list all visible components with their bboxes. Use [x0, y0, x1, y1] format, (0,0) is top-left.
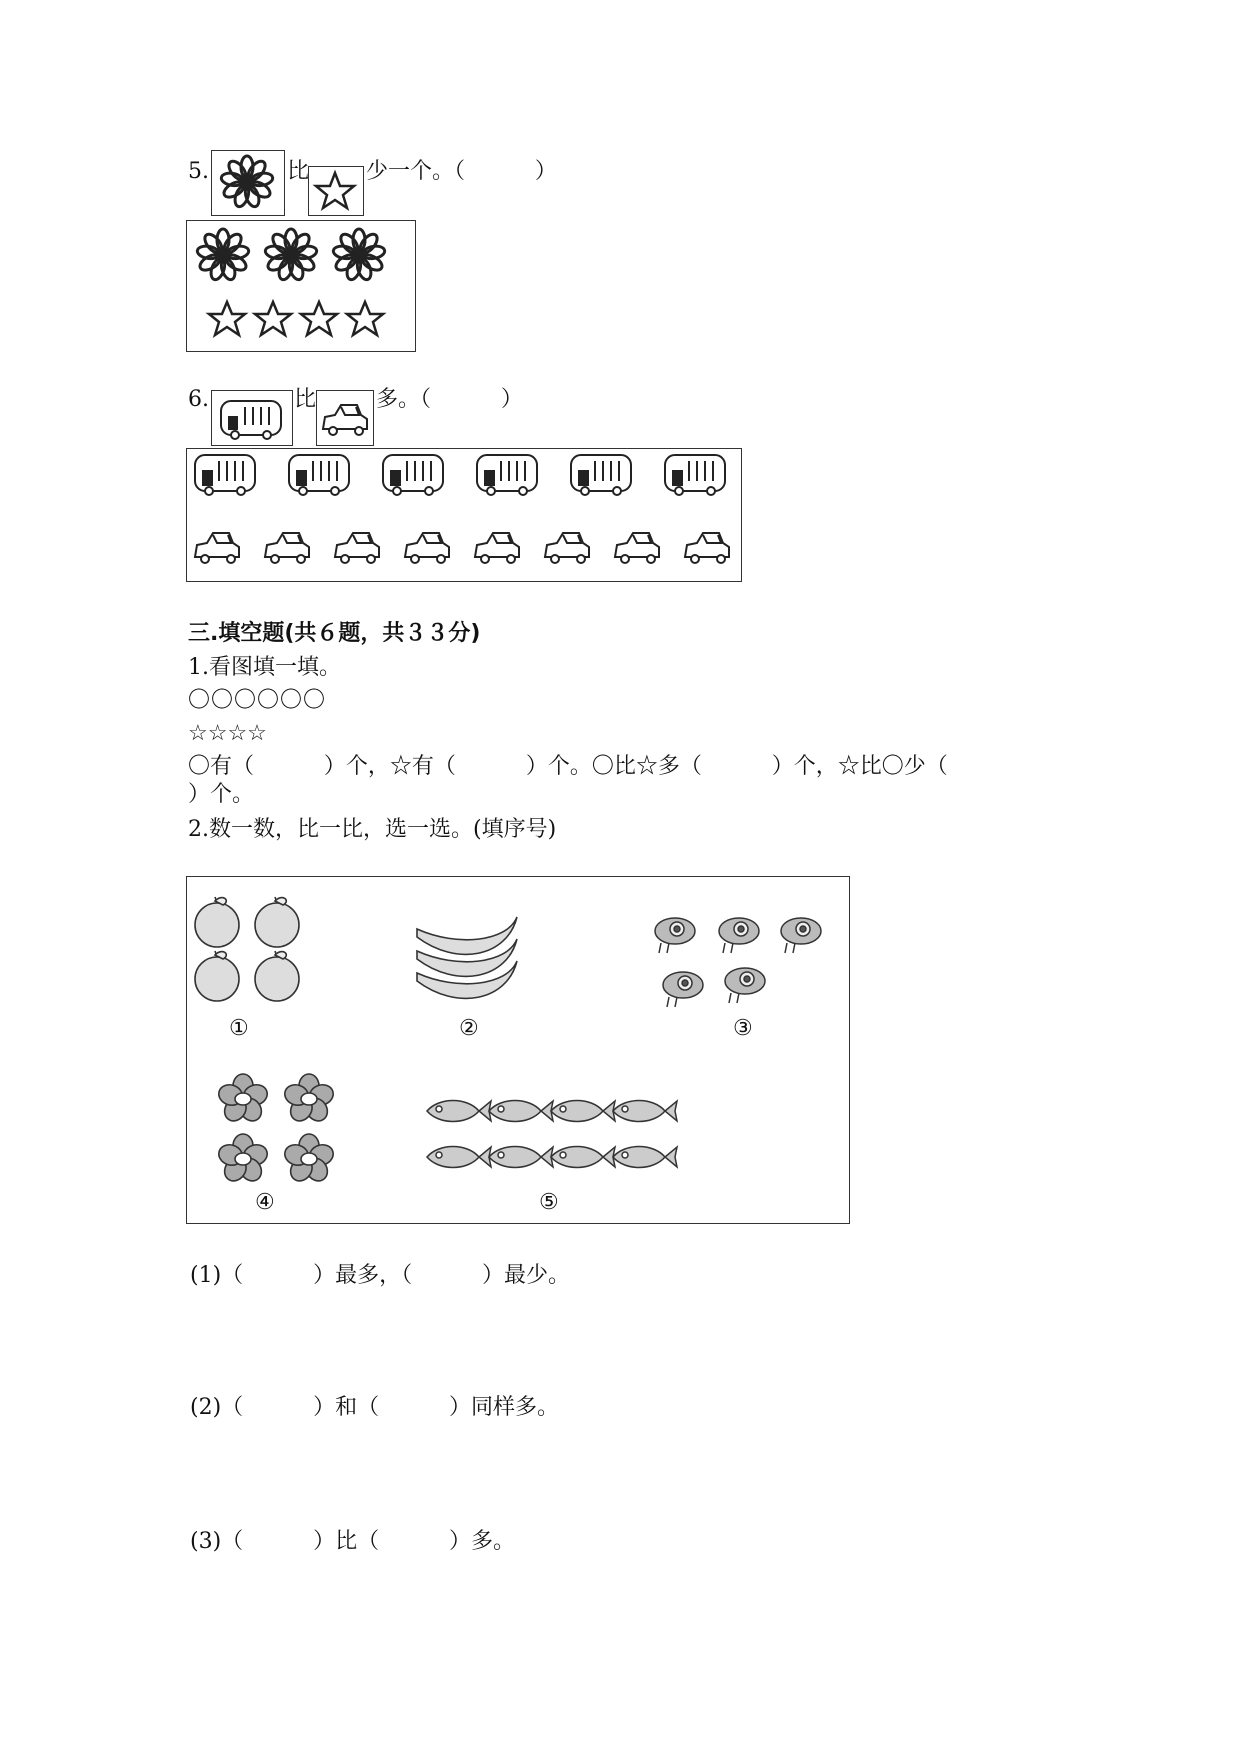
star — [301, 302, 337, 335]
q6-rest: 多。（ ） — [376, 387, 523, 412]
q5-picture-svg — [187, 221, 413, 349]
section-title: 三.填空题(共６题，共３３分) — [188, 621, 481, 646]
fill2-q2: (2)（ ）和（ ）同样多。 — [190, 1395, 560, 1420]
fill1-line2: ）个。 — [188, 782, 255, 807]
fill2-q1: (1)（ ）最多，（ ）最少。 — [190, 1263, 571, 1288]
bird — [663, 972, 703, 1007]
bird — [781, 918, 821, 953]
apple — [255, 951, 299, 1001]
car — [195, 533, 239, 563]
fill1-circles: 〇〇〇〇〇〇 — [188, 688, 327, 713]
flower — [216, 1134, 270, 1185]
star-icon — [309, 167, 361, 213]
star — [347, 302, 383, 335]
label-4: ④ — [255, 1190, 275, 1215]
bus-icon — [212, 391, 290, 443]
q5-bi: 比 — [287, 159, 310, 184]
bus — [195, 455, 255, 495]
flower — [282, 1074, 336, 1125]
flower — [332, 229, 385, 281]
car — [475, 533, 519, 563]
q6-bus-box — [211, 390, 293, 446]
label-2: ② — [459, 1016, 479, 1041]
fish — [551, 1147, 615, 1168]
q5-rest: 少一个。（ ） — [366, 159, 557, 184]
q6-car-box — [316, 390, 374, 446]
car — [335, 533, 379, 563]
q6-bi: 比 — [294, 387, 317, 412]
q6-picture-svg — [187, 449, 739, 579]
fill1-line1: 〇有（ ）个，☆有（ ）个。〇比☆多（ ）个，☆比〇少（ — [188, 754, 948, 779]
car-icon — [317, 391, 371, 443]
apple — [195, 897, 239, 947]
car — [405, 533, 449, 563]
fish — [551, 1101, 615, 1122]
q6-picture — [186, 448, 742, 582]
fish — [613, 1147, 677, 1168]
q6-number: 6. — [188, 387, 209, 412]
fill2-picture-svg — [187, 877, 847, 1221]
bird — [719, 918, 759, 953]
fill2-picture — [186, 876, 850, 1224]
flower — [196, 229, 249, 281]
fill1-stars: ☆☆☆☆ — [188, 721, 267, 746]
bird — [655, 918, 695, 953]
bus — [289, 455, 349, 495]
car — [545, 533, 589, 563]
apple — [255, 897, 299, 947]
fish — [427, 1147, 491, 1168]
label-3: ③ — [733, 1016, 753, 1041]
banana — [417, 917, 517, 954]
fish — [613, 1101, 677, 1122]
q5-star-box — [308, 166, 364, 216]
label-5: ⑤ — [539, 1190, 559, 1215]
car — [685, 533, 729, 563]
label-1: ① — [229, 1016, 249, 1041]
fish — [489, 1147, 553, 1168]
fish — [427, 1101, 491, 1122]
star — [255, 302, 291, 335]
star — [209, 302, 245, 335]
q5-number: 5. — [188, 159, 209, 184]
flower-icon — [212, 151, 282, 213]
car — [615, 533, 659, 563]
fish — [489, 1101, 553, 1122]
bus — [571, 455, 631, 495]
fill2-q3: (3)（ ）比（ ）多。 — [190, 1529, 516, 1554]
fill1-heading: 1.看图填一填。 — [188, 655, 341, 680]
q5-picture — [186, 220, 416, 352]
flower — [216, 1074, 270, 1125]
fill2-heading: 2.数一数，比一比，选一选。(填序号) — [188, 817, 557, 842]
flower — [282, 1134, 336, 1185]
bird — [725, 968, 765, 1003]
bus — [665, 455, 725, 495]
apple — [195, 951, 239, 1001]
bus — [383, 455, 443, 495]
car — [265, 533, 309, 563]
flower — [264, 229, 317, 281]
q5-flower-box — [211, 150, 285, 216]
bus — [477, 455, 537, 495]
